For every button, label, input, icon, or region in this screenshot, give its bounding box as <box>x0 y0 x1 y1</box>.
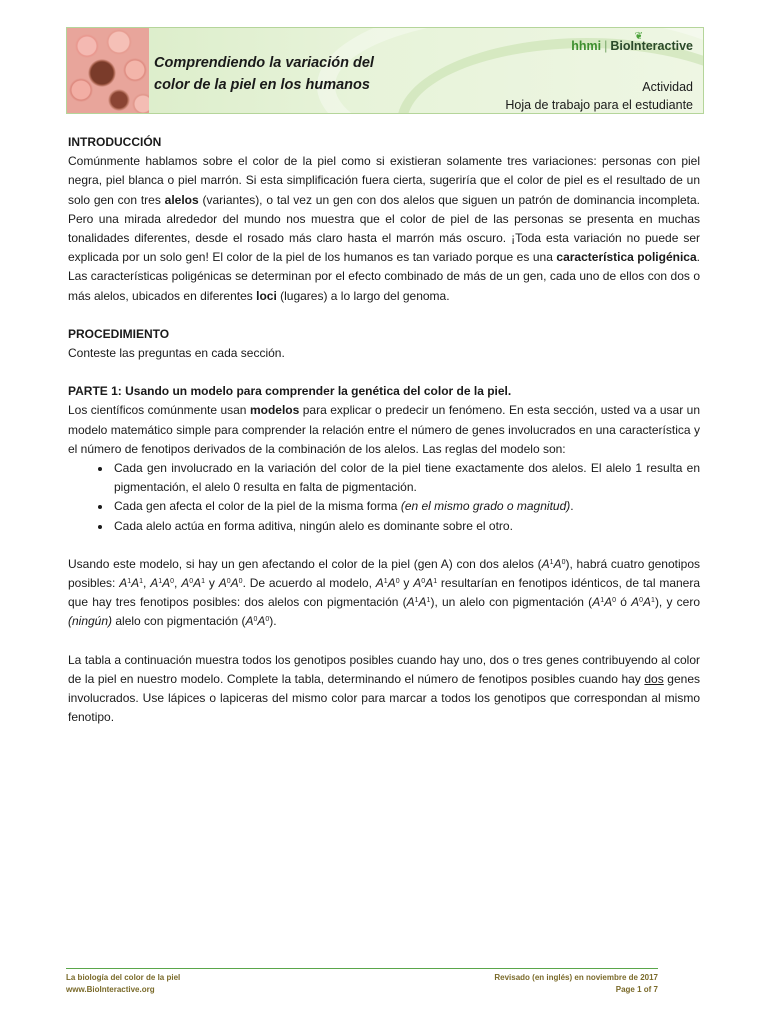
activity-label: Actividad <box>642 80 693 94</box>
footer-right <box>494 972 658 996</box>
footer-website: www.BioInteractive.org <box>66 985 155 994</box>
table-instructions-paragraph: La tabla a continuación muestra todos los genotipos posibles cuando hay uno, dos o tres genes contribuyendo al color de la piel en nuestro modelo. Complete la tabla, determinando el número de fenotipos posibles cuando hay dos genes involucrados. Use lápices o lapiceras del mismo color para marcar a todos los genotipos que correspondan al mismo fenotipo. <box>68 652 700 725</box>
part1-intro-paragraph: Los científicos comúnmente usan modelos para explicar o predecir un fenómeno. En esta sección, usted va a usar un modelo matemático simple para comprender la relación entre el número de genes involucrados en una característica y el número de fenotipos derivados de la combinación de los alelos. Las reglas del modelo son: <box>68 403 700 456</box>
header-title: Comprendiendo la variación del color de la piel en los humanos <box>154 55 374 93</box>
page-number: Page 1 of 7 <box>615 985 658 994</box>
brand-logo: hhmi | BioInteractive <box>571 39 693 53</box>
part1-heading: PARTE 1: Usando un modelo para comprender la genética del color de la piel. <box>68 384 512 399</box>
dna-icon: ❦ <box>634 31 643 42</box>
brand-name: BioInteractive <box>610 39 693 53</box>
header-subtitle <box>505 78 693 114</box>
footer-course-title: La biología del color de la piel <box>66 973 181 982</box>
intro-heading: INTRODUCCIÓN <box>68 135 162 149</box>
procedure-heading: PROCEDIMIENTO <box>68 326 170 341</box>
list-item: • Cada gen afecta el color de la piel de la misma forma (en el mismo grado o magnitud). <box>112 497 700 516</box>
list-item: • Cada gen involucrado en la variación del color de la piel tiene exactamente dos alelos. El alelo 1 resulta en pigmentación, el alelo 0 resulta en falta de pigmentación. <box>112 459 700 497</box>
skin-cells-image <box>67 28 149 114</box>
brand-hhmi: hhmi <box>571 39 602 53</box>
worksheet-body <box>68 133 700 727</box>
footer-left <box>66 972 180 996</box>
worksheet-label: Hoja de trabajo para el estudiante <box>505 98 693 112</box>
worksheet-header <box>66 27 704 114</box>
footer-revision: Revisado (en inglés) en noviembre de 2017 <box>494 973 658 982</box>
procedure-text: Conteste las preguntas en cada sección. <box>68 346 285 361</box>
model-rules-list <box>68 459 700 536</box>
list-item: • Cada alelo actúa en forma aditiva, ningún alelo es dominante sobre el otro. <box>112 517 700 536</box>
intro-paragraph: Comúnmente hablamos sobre el color de la piel como si existieran solamente tres variaciones: personas con piel negra, piel blanca o piel marrón. Si esta simplificación fuera cierta, sugeriría que el color de piel es el resultado de un solo gen con tres alelos (variantes), o tal vez un gen con dos alelos que siguen un patrón de dominancia incompleta. Pero una mirada alrededor del mundo nos muestra que el color de piel de las personas se presenta en muchas tonalidades diferentes, desde el rosado más claro hasta el marrón más oscuro. ¡Toda esta variación no puede ser explicada por un solo gen! El color de la piel de los humanos es tan variado porque es una característica poligénica. Las características poligénicas se determinan por el efecto combinado de más de un gen, cada uno de ellos con dos o más alelos, ubicados en diferentes loci (lugares) a lo largo del genoma. <box>68 154 701 303</box>
footer-divider <box>66 968 658 969</box>
genotype-paragraph: Usando este modelo, si hay un gen afectando el color de la piel (gen A) con dos alelos $(A^1A^0)$, habrá cuatro genotipos posibles: $A^1A^1$, $A^1A^0$, $A^0A^1$ y $A^0A^0$. De acuerdo al modelo, $A^1A^0$ y $A^0A^1$ resultarían en fenotipos idénticos, de tal manera que hay tres fenotipos posibles: dos alelos con pigmentación $(A^1A^1)$, un alelo con pigmentación ($A^1A^0$ ó $A^0A^1$), y cero (ningún) alelo con pigmentación $(A^0A^0)$. <box>68 556 701 629</box>
